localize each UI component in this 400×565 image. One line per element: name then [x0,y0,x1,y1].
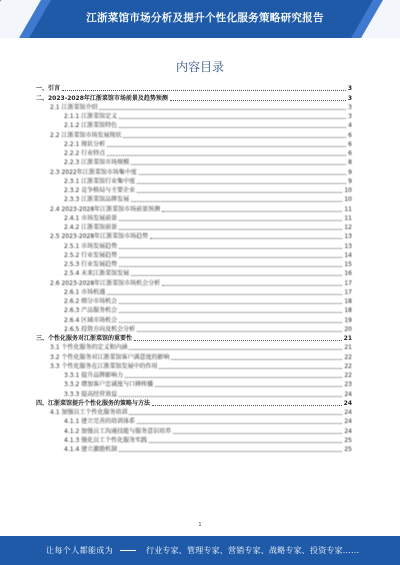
toc-entry-text: 2.5.2 行业发展趋势 [64,251,118,259]
toc-leader-dots [119,265,342,267]
toc-leader-dots [119,117,346,119]
toc-entry[interactable] [36,408,352,417]
toc-leader-dots [119,219,342,221]
toc-entry-text: 2.6.2 细分市场机会 [64,298,118,305]
toc-entry[interactable] [36,204,352,213]
toc-entry-page: 10 [344,196,352,204]
toc-entry-text: 2.2 江浙菜馆市场发展现状 [50,131,122,139]
toc-leader-dots [119,302,342,304]
toc-leader-dots [137,422,342,424]
toc-entry[interactable] [36,389,352,398]
toc-entry[interactable] [36,223,352,232]
toc-entry-text: 4.1.2 加强员工沟通技能与服务意识培养 [64,427,172,435]
toc-entry-text: 3.3.2 增加客户忠诚度与口碑传播 [64,381,154,389]
toc-entry[interactable] [36,232,352,241]
toc-entry-page: 18 [344,307,352,315]
toc-entry-text: 2.6.1 市场机遇 [64,288,106,296]
toc-entry-page: 11 [344,214,352,222]
toc-entry-page: 23 [344,381,352,389]
toc-entry[interactable] [36,93,352,102]
toc-entry[interactable] [36,371,352,380]
toc-leader-dots [129,413,342,415]
toc-leader-dots [129,348,342,350]
toc-leader-dots [119,450,342,452]
toc-leader-dots [162,284,342,286]
toc-entry[interactable] [36,445,352,454]
toc-entry[interactable] [36,140,352,149]
toc-leader-dots [131,274,342,276]
toc-entry-text: 2.6 2023-2028年江浙菜馆市场机会分析 [50,279,161,287]
toc-leader-dots [119,256,342,258]
toc-entry-page: 17 [344,279,352,287]
toc-entry[interactable] [36,260,352,269]
toc-entry[interactable] [36,149,352,158]
toc-entry-text: 2.6.4 区域市场机会 [64,316,118,324]
toc-entry-page: 3 [347,85,352,93]
footer-slogan-right: 行业专家、管理专家、营销专家、战略专家、投资专家...... [146,546,360,555]
toc-entry-text: 3.3.1 提升品牌影响力 [64,372,124,379]
toc-entry-text: 2.3.3 江浙菜馆品牌发展 [64,196,130,204]
toc-entry-text: 2.2.1 现状分析 [64,140,106,148]
toc-leader-dots [152,404,342,406]
toc-entry-text: 2.5.1 市场发展趋势 [64,242,118,250]
toc-entry-page: 24 [343,399,352,407]
toc-entry-page: 9 [348,177,352,185]
toc-leader-dots [123,136,346,138]
toc-entry-text: 2.6.3 产品服务机会 [64,307,118,315]
table-of-contents [36,84,352,454]
toc-entry-text: 二、2023-2028年江浙菜馆市场前景及趋势预测 [36,94,168,102]
toc-leader-dots [119,228,342,230]
toc-entry[interactable] [36,288,352,297]
toc-entry[interactable] [36,325,352,334]
toc-entry-page: 25 [344,436,352,444]
toc-entry[interactable] [36,186,352,195]
toc-entry-text: 2.3 2022年江浙菜馆市场集中度 [50,168,137,176]
toc-leader-dots [99,108,346,110]
toc-entry-page: 13 [344,242,352,250]
toc-entry-text: 四、江浙菜馆提升个性化服务的策略与方法 [36,399,151,407]
toc-entry-page: 21 [343,335,352,342]
toc-entry-text: 3.1 个性化服务的定义和内涵 [50,344,128,352]
toc-leader-dots [137,330,342,332]
toc-entry[interactable] [36,214,352,223]
toc-entry[interactable] [36,315,352,324]
toc-leader-dots [107,293,342,295]
toc-entry[interactable] [36,103,352,112]
toc-entry-text: 4.1.3 强化员工个性化服务实践 [64,436,148,444]
toc-entry-page: 3 [348,103,352,111]
toc-entry-text: 2.5 2023-2028年江浙菜馆市场趋势 [50,233,149,241]
toc-leader-dots [170,99,346,101]
toc-leader-dots [131,163,346,165]
toc-entry-text: 3.2 个性化服务对江浙菜馆客户满意度的影响 [50,353,170,361]
page-number: 1 [198,522,202,528]
toc-entry-page: 24 [344,418,352,426]
toc-entry[interactable] [36,177,352,186]
toc-leader-dots [131,200,342,202]
toc-entry-page: 11 [344,205,352,213]
toc-leader-dots [119,126,346,128]
footer-slogan-left: 让每个人都能成为 [46,546,114,555]
toc-entry-text: 2.4.2 江浙菜馆前景 [64,224,118,231]
toc-leader-dots [137,182,346,184]
toc-entry-text: 4.1.4 建立激励机制 [64,446,118,453]
toc-entry[interactable] [36,251,352,260]
toc-leader-dots [119,395,342,397]
toc-entry-page: 20 [344,325,352,333]
toc-leader-dots [125,376,342,378]
toc-entry-text: 2.3.2 竞争格局与主要企业 [64,187,136,194]
toc-entry-page: 25 [344,446,352,453]
toc-entry-text: 2.2.2 行业特点 [64,150,106,157]
toc-entry[interactable] [36,297,352,306]
report-title: 江浙菜馆市场分析及提升个性化服务策略研究报告 [86,12,324,24]
toc-entry-page: 4 [348,122,352,130]
toc-entry-text: 2.5.3 行业发展趋势 [64,261,118,268]
toc-leader-dots [139,173,346,175]
toc-entry-page: 6 [348,140,352,148]
toc-entry-text: 三、个性化服务对江浙菜馆的重要性 [36,335,133,342]
toc-entry[interactable] [36,399,352,408]
toc-entry[interactable] [36,195,352,204]
toc-leader-dots [134,339,342,341]
toc-entry-page: 21 [344,344,352,352]
toc-entry[interactable] [36,426,352,435]
toc-entry-page: 18 [344,298,352,305]
toc-leader-dots [171,358,342,360]
toc-leader-dots [107,145,346,147]
footer-divider [120,550,136,551]
toc-leader-dots [159,367,342,369]
toc-entry-text: 一、引言 [36,85,61,93]
toc-entry[interactable] [36,167,352,176]
toc-entry[interactable] [36,121,352,130]
toc-entry-page: 19 [344,316,352,324]
toc-leader-dots [162,210,342,212]
footer-bar [0,536,400,565]
toc-entry-page: 6 [348,150,352,157]
toc-entry-page: 3 [348,113,352,120]
toc-entry[interactable] [36,112,352,121]
toc-entry-page: 22 [344,372,352,379]
toc-entry[interactable] [36,130,352,139]
toc-entry-text: 2.4 2023-2028年江浙菜馆市场前景预测 [50,205,161,213]
toc-entry[interactable] [36,334,352,343]
toc-entry[interactable] [36,306,352,315]
toc-entry-text: 3.3.3 提高经营效益 [64,390,118,398]
toc-entry-page: 10 [344,187,352,194]
toc-entry-page: 17 [344,288,352,296]
toc-entry-page: 22 [344,362,352,370]
toc-leader-dots [62,89,346,91]
toc-leader-dots [150,237,342,239]
toc-leader-dots [137,191,342,193]
toc-entry-page: 24 [344,390,352,398]
toc-entry[interactable] [36,158,352,167]
toc-entry-page: 13 [344,233,352,241]
toc-entry-text: 2.2.3 江浙菜馆市场规模 [64,159,130,167]
toc-entry-text: 2.5.4 未来江浙菜馆发展 [64,270,130,278]
toc-entry-text: 4.1.1 建立完善的培训体系 [64,418,136,426]
toc-entry-page: 9 [348,168,352,176]
toc-entry-page: 22 [344,353,352,361]
toc-entry-page: 16 [344,270,352,278]
toc-entry[interactable] [36,352,352,361]
toc-entry-text: 2.1.1 江浙菜馆定义 [64,113,118,120]
toc-entry-text: 2.1.2 江浙菜馆特色 [64,122,118,130]
toc-leader-dots [155,385,342,387]
toc-entry[interactable] [36,278,352,287]
toc-entry[interactable] [36,380,352,389]
toc-entry-text: 2.3.1 江浙菜馆行业集中度 [64,177,136,185]
toc-entry[interactable] [36,241,352,250]
toc-entry-text: 2.1 江浙菜馆介绍 [50,103,98,111]
toc-entry-text: 2.6.5 投资方向及机会分析 [64,325,136,333]
toc-entry-page: 24 [344,427,352,435]
toc-entry[interactable] [36,417,352,426]
toc-entry[interactable] [36,269,352,278]
toc-entry-page: 24 [344,409,352,416]
toc-leader-dots [173,432,342,434]
toc-leader-dots [107,154,346,156]
toc-entry-text: 3.3 个性化服务在江浙菜馆发展中的作用 [50,362,158,370]
toc-entry-page: 8 [348,159,352,167]
toc-entry-page: 12 [344,224,352,231]
toc-leader-dots [119,247,342,249]
report-header-bar [0,0,400,38]
toc-entry-page: 15 [344,261,352,268]
toc-entry[interactable] [36,343,352,352]
toc-entry[interactable] [36,84,352,93]
toc-entry[interactable] [36,362,352,371]
toc-entry-page: 3 [347,94,352,102]
toc-entry-page: 14 [344,251,352,259]
toc-heading: 内容目录 [175,60,224,74]
toc-entry-page: 6 [348,131,352,139]
toc-entry-text: 2.4.1 市场发展前景 [64,214,118,222]
toc-entry-text: 4.1 加强员工个性化服务培训 [50,409,128,416]
toc-leader-dots [119,321,342,323]
toc-leader-dots [149,441,342,443]
toc-leader-dots [119,311,342,313]
toc-entry[interactable] [36,436,352,445]
